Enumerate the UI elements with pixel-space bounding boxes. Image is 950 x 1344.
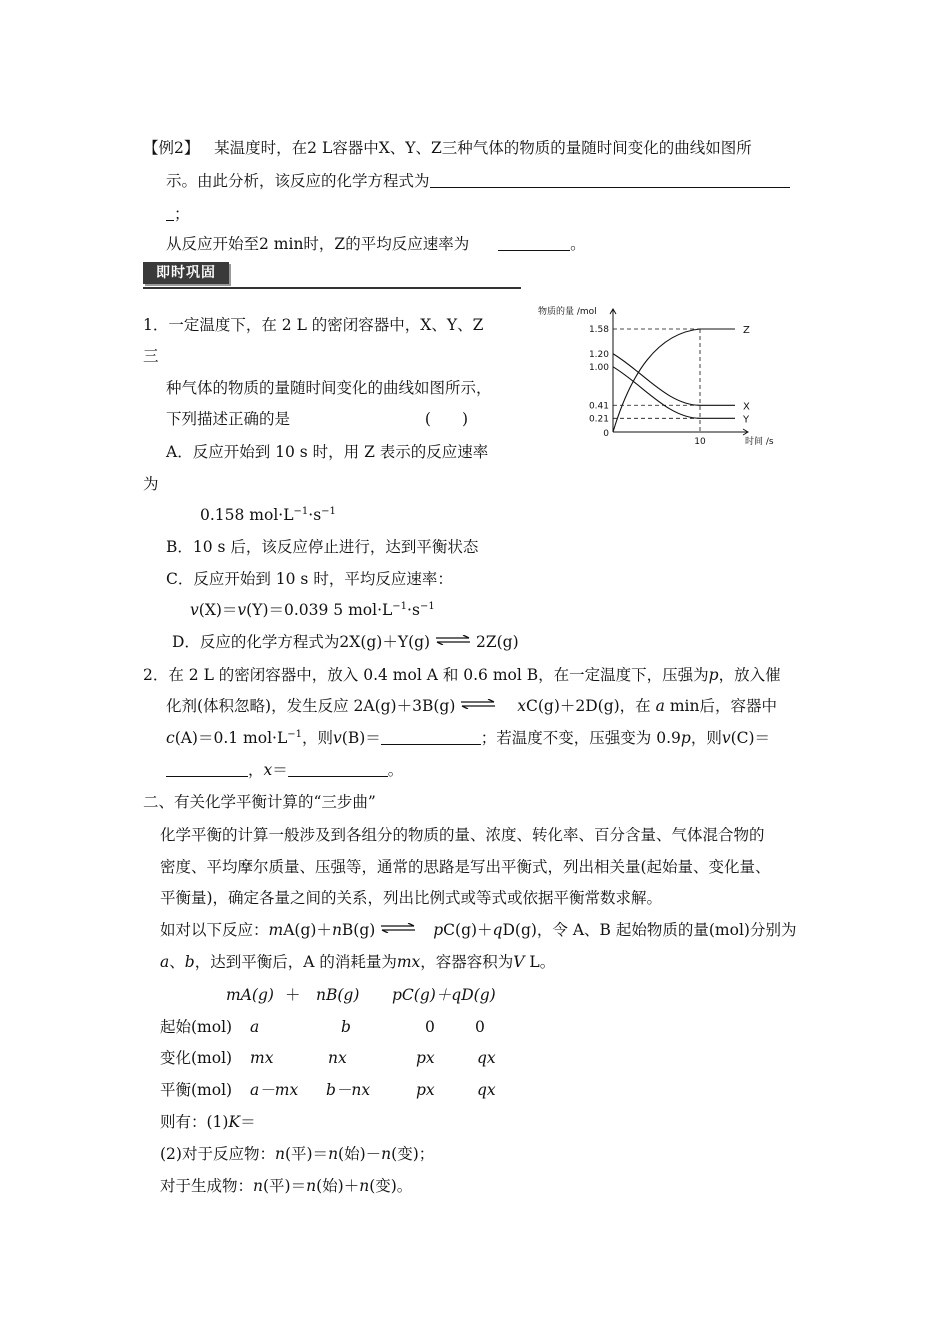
- table-cell: b－nx: [326, 1081, 371, 1099]
- period: 。: [570, 235, 586, 253]
- y-tick-label: 1.58: [588, 325, 609, 335]
- table-head-products: pC(g)＋qD(g): [392, 986, 496, 1004]
- q2-line-3: c(A)＝0.1 $mol\cdot L^{-1}$，则v(B)＝ ；若温度不变，压强变为 0.9p，则v(C)＝: [166, 729, 771, 747]
- section-badge: 即时巩固: [143, 262, 229, 284]
- section-2-para-4: 如对以下反应：mA(g)＋nB(g) pC(g)＋qD(g)，令 A、B 起始物质的量(mol)分别为: [160, 921, 797, 939]
- q1-option-a-value: 0.158 $mol\cdot L^{-1}\cdot s^{-1}$: [200, 506, 336, 524]
- example-2-line-2: [166, 172, 790, 191]
- example-rate-question: 从反应开始至2 min时，Z的平均反应速率为: [166, 235, 470, 253]
- example-text: 某温度时，在2 L容器中X、Y、Z三种气体的物质的量随时间变化的曲线如图所: [214, 139, 752, 157]
- y-tick-label: 0: [603, 429, 609, 439]
- equilibrium-arrow-icon: [380, 923, 416, 933]
- section-2-para-3: 平衡量)，确定各量之间的关系，列出比例式或等式或依据平衡常数求解。: [160, 889, 663, 907]
- q1-line-1b: 三: [143, 347, 159, 365]
- x-axis-label: 时间 /s: [745, 437, 774, 447]
- q2-line-1: 2．在 2 L 的密闭容器中，放入 0.4 mol A 和 0.6 mol B，在一定温度下，压强为p，放入催: [143, 666, 781, 684]
- table-cell: nx: [328, 1049, 347, 1067]
- q1-option-d[interactable]: D．反应的化学方程式为2X(g)＋Y(g) 2Z(g): [172, 633, 519, 651]
- section-2-heading: 二、有关化学平衡计算的“三步曲”: [143, 793, 376, 811]
- q1-line-2: 种气体的物质的量随时间变化的曲线如图所示，: [166, 379, 492, 397]
- example-2-line-3: [166, 205, 190, 224]
- q1-option-c[interactable]: C．反应开始到 10 s 时，平均反应速率：: [166, 570, 453, 588]
- q1-answer-paren[interactable]: ( ): [424, 410, 468, 428]
- q2-line-2: 化剂(体积忽略)，发生反应 2A(g)＋3B(g) xC(g)＋2D(g)，在 a min后，容器中: [166, 697, 777, 715]
- table-head-mA: mA(g): [226, 986, 274, 1004]
- q1-line-1: 1．一定温度下，在 2 L 的密闭容器中，X、Y、Z: [143, 316, 484, 334]
- q1-option-a-wrap: 为: [143, 475, 159, 493]
- equilibrium-arrow-icon: [435, 635, 471, 645]
- section-2-para-1: 化学平衡的计算一般涉及到各组分的物质的量、浓度、转化率、百分含量、气体混合物的: [160, 826, 765, 844]
- reactant-rule: (2)对于反应物：n(平)＝n(始)－n(变)；: [160, 1145, 435, 1163]
- q1-option-c-formula: v(X)＝v(Y)＝0.039 5 $mol\cdot L^{-1}\cdot s^{-1}$: [190, 601, 435, 619]
- table-row-label-start: 起始(mol): [160, 1018, 233, 1036]
- legend-label-x: X: [743, 401, 750, 413]
- table-cell: b: [341, 1018, 351, 1036]
- table-cell: px: [416, 1049, 435, 1067]
- table-row-label-change: 变化(mol): [160, 1049, 233, 1067]
- y-tick-label: 1.00: [588, 362, 609, 373]
- answer-blank-equation[interactable]: [430, 173, 790, 188]
- product-rule: 对于生成物：n(平)＝n(始)＋n(变)。: [160, 1177, 413, 1195]
- answer-blank-vC[interactable]: [166, 762, 248, 777]
- q1-option-b[interactable]: B．10 s 后，该反应停止进行，达到平衡状态: [166, 538, 479, 556]
- answer-blank-x[interactable]: [288, 762, 388, 777]
- answer-blank-equation-cont[interactable]: [166, 206, 174, 221]
- equilibrium-arrow-icon: [460, 699, 496, 709]
- table-head-plus: ＋: [285, 986, 301, 1004]
- q1-line-3: [166, 410, 468, 429]
- legend-label-y: Y: [743, 414, 750, 426]
- table-cell: 0: [475, 1018, 485, 1036]
- y-tick-label: 1.20: [588, 349, 609, 360]
- amount-time-chart: [530, 300, 790, 450]
- series-line-y: [613, 367, 700, 419]
- table-cell: a－mx: [250, 1081, 299, 1099]
- y-axis-label: 物质的量 /mol: [538, 307, 597, 317]
- section-2-para-2: 密度、平均摩尔质量、压强等，通常的思路是写出平衡式，列出相关量(起始量、变化量、: [160, 858, 771, 876]
- q1-prompt: 下列描述正确的是: [166, 410, 291, 428]
- x-tick-label: 10: [694, 437, 706, 447]
- table-row-label-equil: 平衡(mol): [160, 1081, 233, 1099]
- table-cell: 0: [425, 1018, 435, 1036]
- example-2-line-1: [143, 139, 752, 158]
- example-2-line-4: [166, 235, 586, 254]
- example-tag: 【例2】: [143, 139, 200, 157]
- answer-blank-vB[interactable]: [381, 730, 481, 745]
- legend-label-z: Z: [743, 325, 750, 336]
- section-2-para-5: a、b，达到平衡后，A 的消耗量为mx，容器容积为V L。: [160, 953, 556, 971]
- q2-line-4: ，x＝ 。: [166, 761, 403, 780]
- section-divider: [143, 287, 521, 289]
- table-cell: qx: [477, 1049, 496, 1067]
- answer-blank-rate[interactable]: [498, 236, 570, 251]
- semicolon: ；: [174, 205, 190, 223]
- table-cell: qx: [477, 1081, 496, 1099]
- K-expression: 则有：(1)K＝: [160, 1113, 256, 1131]
- y-tick-label: 0.21: [588, 414, 609, 425]
- table-head-nB: nB(g): [316, 986, 360, 1004]
- table-cell: px: [416, 1081, 435, 1099]
- q1-option-a[interactable]: A．反应开始到 10 s 时，用 Z 表示的反应速率: [166, 443, 489, 461]
- example-text-2: 示。由此分析，该反应的化学方程式为: [166, 172, 430, 190]
- table-cell: a: [250, 1018, 260, 1036]
- table-cell: mx: [250, 1049, 274, 1067]
- y-tick-label: 0.41: [588, 401, 609, 412]
